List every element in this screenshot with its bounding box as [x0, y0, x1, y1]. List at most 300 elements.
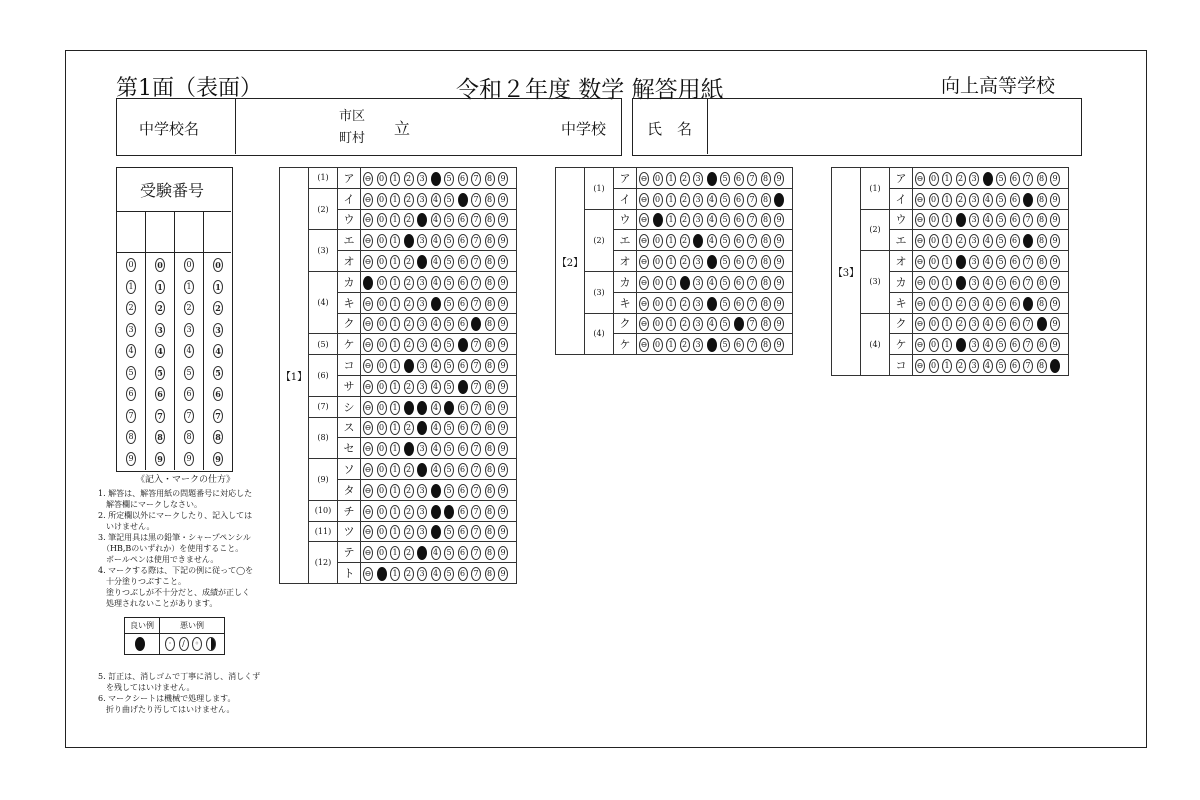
answer-bubble[interactable]: 1 — [390, 213, 400, 227]
exam-digit-bubble[interactable]: 2 — [213, 301, 223, 315]
answer-bubble[interactable]: 1 — [942, 338, 952, 352]
answer-bubble[interactable]: 9 — [498, 317, 508, 331]
answer-bubble[interactable]: 4 — [431, 338, 441, 352]
answer-bubble[interactable]: 2 — [404, 172, 414, 186]
answer-bubble[interactable]: 7 — [1023, 359, 1033, 373]
answer-bubble[interactable]: 4 — [983, 193, 993, 207]
answer-bubble[interactable]: 0 — [377, 442, 387, 456]
answer-bubble[interactable]: 4 — [983, 276, 993, 290]
answer-bubble[interactable]: 0 — [377, 401, 387, 415]
answer-bubble[interactable]: 3 — [969, 193, 979, 207]
answer-bubble[interactable]: 5 — [720, 297, 730, 311]
answer-bubble[interactable] — [431, 505, 441, 519]
answer-bubble[interactable]: 6 — [1010, 338, 1020, 352]
answer-bubble[interactable]: 4 — [707, 234, 717, 248]
answer-bubble[interactable]: 8 — [761, 172, 771, 186]
answer-bubble[interactable]: 4 — [431, 317, 441, 331]
answer-bubble[interactable]: ⊖ — [915, 193, 925, 207]
answer-bubble[interactable] — [653, 213, 663, 227]
answer-bubble[interactable]: 1 — [666, 276, 676, 290]
answer-bubble[interactable]: 0 — [377, 172, 387, 186]
exam-digit-bubble[interactable]: 0 — [126, 258, 136, 272]
answer-bubble[interactable]: 7 — [471, 567, 481, 581]
answer-bubble[interactable]: 9 — [498, 442, 508, 456]
answer-bubble[interactable]: 1 — [390, 442, 400, 456]
exam-digit-bubble[interactable]: 8 — [155, 430, 165, 444]
answer-bubble[interactable]: 9 — [498, 234, 508, 248]
answer-bubble[interactable]: 1 — [390, 380, 400, 394]
name-field[interactable] — [711, 101, 1079, 152]
answer-bubble[interactable]: 1 — [666, 193, 676, 207]
answer-bubble[interactable]: 0 — [929, 172, 939, 186]
answer-bubble[interactable] — [1023, 193, 1033, 207]
answer-bubble[interactable]: ⊖ — [363, 484, 373, 498]
answer-bubble[interactable]: 5 — [996, 338, 1006, 352]
answer-bubble[interactable]: 5 — [444, 297, 454, 311]
answer-bubble[interactable]: 1 — [942, 172, 952, 186]
answer-bubble[interactable]: 9 — [498, 213, 508, 227]
answer-bubble[interactable]: 5 — [444, 546, 454, 560]
answer-bubble[interactable]: 3 — [417, 484, 427, 498]
answer-bubble[interactable] — [1023, 297, 1033, 311]
answer-bubble[interactable]: 5 — [444, 359, 454, 373]
answer-bubble[interactable]: 9 — [1050, 255, 1060, 269]
answer-bubble[interactable]: 0 — [929, 234, 939, 248]
answer-bubble[interactable]: 1 — [390, 463, 400, 477]
answer-bubble[interactable] — [458, 193, 468, 207]
answer-bubble[interactable]: 2 — [956, 317, 966, 331]
answer-bubble[interactable]: 7 — [471, 255, 481, 269]
answer-bubble[interactable]: 7 — [747, 213, 757, 227]
answer-bubble[interactable]: 4 — [707, 276, 717, 290]
answer-bubble[interactable]: 1 — [942, 297, 952, 311]
answer-bubble[interactable]: 0 — [929, 317, 939, 331]
answer-bubble[interactable]: 6 — [458, 421, 468, 435]
answer-bubble[interactable]: 9 — [498, 463, 508, 477]
answer-bubble[interactable] — [680, 276, 690, 290]
answer-bubble[interactable]: 1 — [390, 297, 400, 311]
answer-bubble[interactable]: 0 — [377, 213, 387, 227]
answer-bubble[interactable]: 8 — [1037, 234, 1047, 248]
exam-digit-bubble[interactable]: 4 — [155, 344, 165, 358]
answer-bubble[interactable]: 1 — [390, 546, 400, 560]
answer-bubble[interactable]: 0 — [653, 234, 663, 248]
answer-bubble[interactable]: 2 — [680, 234, 690, 248]
answer-bubble[interactable]: 2 — [404, 338, 414, 352]
answer-bubble[interactable]: 4 — [431, 401, 441, 415]
answer-bubble[interactable] — [956, 213, 966, 227]
answer-bubble[interactable] — [431, 525, 441, 539]
answer-bubble[interactable]: 5 — [720, 193, 730, 207]
answer-bubble[interactable]: 8 — [1037, 276, 1047, 290]
answer-bubble[interactable] — [1023, 234, 1033, 248]
answer-bubble[interactable]: 7 — [1023, 213, 1033, 227]
answer-bubble[interactable]: 2 — [956, 297, 966, 311]
answer-bubble[interactable]: ⊖ — [915, 338, 925, 352]
answer-bubble[interactable]: 9 — [1050, 172, 1060, 186]
answer-bubble[interactable]: 3 — [693, 213, 703, 227]
answer-bubble[interactable]: 4 — [431, 380, 441, 394]
answer-bubble[interactable]: 1 — [390, 255, 400, 269]
answer-bubble[interactable]: 9 — [498, 505, 508, 519]
answer-bubble[interactable]: 2 — [956, 234, 966, 248]
answer-bubble[interactable]: 5 — [996, 297, 1006, 311]
answer-bubble[interactable]: ⊖ — [363, 317, 373, 331]
answer-bubble[interactable]: ⊖ — [639, 193, 649, 207]
answer-bubble[interactable]: 1 — [942, 255, 952, 269]
answer-bubble[interactable]: 2 — [404, 525, 414, 539]
answer-bubble[interactable]: ⊖ — [639, 297, 649, 311]
answer-bubble[interactable] — [417, 421, 427, 435]
answer-bubble[interactable]: 3 — [417, 505, 427, 519]
answer-bubble[interactable]: 6 — [458, 276, 468, 290]
answer-bubble[interactable]: 1 — [666, 172, 676, 186]
answer-bubble[interactable]: 0 — [929, 276, 939, 290]
answer-bubble[interactable]: 9 — [1050, 234, 1060, 248]
answer-bubble[interactable]: 1 — [942, 317, 952, 331]
answer-bubble[interactable]: 0 — [377, 421, 387, 435]
answer-bubble[interactable]: ⊖ — [639, 317, 649, 331]
answer-bubble[interactable]: 8 — [1037, 193, 1047, 207]
answer-bubble[interactable]: 4 — [983, 297, 993, 311]
answer-bubble[interactable]: ⊖ — [915, 276, 925, 290]
answer-bubble[interactable]: 8 — [761, 213, 771, 227]
answer-bubble[interactable]: 7 — [471, 338, 481, 352]
answer-bubble[interactable]: ⊖ — [363, 421, 373, 435]
exam-digit-bubble[interactable]: 3 — [213, 323, 223, 337]
answer-bubble[interactable]: 8 — [761, 317, 771, 331]
answer-bubble[interactable]: 8 — [485, 401, 495, 415]
answer-bubble[interactable]: 0 — [653, 276, 663, 290]
answer-bubble[interactable]: 9 — [774, 255, 784, 269]
answer-bubble[interactable]: 3 — [969, 172, 979, 186]
answer-bubble[interactable]: 3 — [417, 193, 427, 207]
answer-bubble[interactable]: 9 — [498, 421, 508, 435]
answer-bubble[interactable]: 6 — [734, 234, 744, 248]
answer-bubble[interactable]: 8 — [485, 380, 495, 394]
answer-bubble[interactable]: 4 — [431, 193, 441, 207]
answer-bubble[interactable]: 1 — [390, 505, 400, 519]
answer-bubble[interactable]: 8 — [485, 213, 495, 227]
answer-bubble[interactable]: 8 — [761, 276, 771, 290]
answer-bubble[interactable]: 8 — [1037, 297, 1047, 311]
answer-bubble[interactable]: 6 — [1010, 276, 1020, 290]
answer-bubble[interactable] — [417, 401, 427, 415]
answer-bubble[interactable]: 6 — [458, 359, 468, 373]
answer-bubble[interactable]: 9 — [774, 317, 784, 331]
answer-bubble[interactable]: ⊖ — [363, 338, 373, 352]
answer-bubble[interactable]: 3 — [417, 525, 427, 539]
answer-bubble[interactable]: 6 — [734, 297, 744, 311]
answer-bubble[interactable]: 5 — [444, 193, 454, 207]
answer-bubble[interactable]: 2 — [956, 359, 966, 373]
answer-bubble[interactable]: 5 — [720, 213, 730, 227]
answer-bubble[interactable]: 4 — [707, 193, 717, 207]
answer-bubble[interactable]: 8 — [761, 193, 771, 207]
answer-bubble[interactable]: 6 — [734, 213, 744, 227]
answer-bubble[interactable]: 7 — [471, 463, 481, 477]
answer-bubble[interactable]: 0 — [653, 255, 663, 269]
answer-bubble[interactable]: 4 — [431, 213, 441, 227]
answer-bubble[interactable]: 9 — [498, 338, 508, 352]
answer-bubble[interactable]: 0 — [377, 525, 387, 539]
answer-bubble[interactable]: 1 — [390, 338, 400, 352]
answer-bubble[interactable]: 3 — [417, 567, 427, 581]
answer-bubble[interactable]: 1 — [942, 276, 952, 290]
answer-bubble[interactable]: 1 — [390, 359, 400, 373]
answer-bubble[interactable] — [404, 401, 414, 415]
exam-digit-bubble[interactable]: 7 — [184, 409, 194, 423]
answer-bubble[interactable]: 4 — [983, 359, 993, 373]
answer-bubble[interactable]: 2 — [680, 338, 690, 352]
answer-bubble[interactable]: 3 — [693, 338, 703, 352]
answer-bubble[interactable]: 5 — [720, 234, 730, 248]
answer-bubble[interactable]: 8 — [1037, 172, 1047, 186]
answer-bubble[interactable]: 6 — [734, 276, 744, 290]
answer-bubble[interactable]: 5 — [444, 442, 454, 456]
answer-bubble[interactable]: 8 — [485, 193, 495, 207]
answer-bubble[interactable]: 9 — [498, 297, 508, 311]
answer-bubble[interactable]: 3 — [969, 317, 979, 331]
answer-bubble[interactable]: 7 — [471, 484, 481, 498]
exam-digit-bubble[interactable]: 5 — [213, 366, 223, 380]
answer-bubble[interactable]: ⊖ — [915, 234, 925, 248]
answer-bubble[interactable]: 5 — [720, 172, 730, 186]
answer-bubble[interactable]: 1 — [666, 213, 676, 227]
answer-bubble[interactable]: 3 — [969, 359, 979, 373]
answer-bubble[interactable]: 0 — [653, 317, 663, 331]
answer-bubble[interactable]: 4 — [707, 317, 717, 331]
answer-bubble[interactable]: 5 — [720, 317, 730, 331]
exam-digit-bubble[interactable]: 2 — [155, 301, 165, 315]
answer-bubble[interactable]: 3 — [693, 297, 703, 311]
answer-bubble[interactable]: 2 — [680, 213, 690, 227]
answer-bubble[interactable]: ⊖ — [363, 567, 373, 581]
answer-bubble[interactable]: 9 — [498, 255, 508, 269]
answer-bubble[interactable]: 9 — [1050, 317, 1060, 331]
answer-bubble[interactable]: 2 — [404, 276, 414, 290]
answer-bubble[interactable]: 0 — [377, 338, 387, 352]
answer-bubble[interactable]: 7 — [1023, 255, 1033, 269]
answer-bubble[interactable]: 8 — [761, 234, 771, 248]
answer-bubble[interactable]: 9 — [1050, 276, 1060, 290]
answer-bubble[interactable]: 1 — [390, 401, 400, 415]
answer-bubble[interactable]: 5 — [996, 317, 1006, 331]
answer-bubble[interactable]: 0 — [377, 546, 387, 560]
answer-bubble[interactable]: 0 — [929, 359, 939, 373]
answer-bubble[interactable] — [983, 172, 993, 186]
answer-bubble[interactable] — [458, 380, 468, 394]
answer-bubble[interactable]: 6 — [458, 172, 468, 186]
answer-bubble[interactable]: 3 — [969, 297, 979, 311]
answer-bubble[interactable]: 5 — [444, 255, 454, 269]
answer-bubble[interactable]: 4 — [431, 421, 441, 435]
answer-bubble[interactable]: 6 — [458, 546, 468, 560]
answer-bubble[interactable]: 2 — [404, 567, 414, 581]
answer-bubble[interactable]: 4 — [983, 213, 993, 227]
answer-bubble[interactable]: 7 — [747, 255, 757, 269]
answer-bubble[interactable]: 7 — [471, 193, 481, 207]
answer-bubble[interactable]: 1 — [666, 317, 676, 331]
answer-bubble[interactable]: 9 — [498, 484, 508, 498]
answer-bubble[interactable]: 0 — [653, 172, 663, 186]
answer-bubble[interactable]: ⊖ — [639, 213, 649, 227]
answer-bubble[interactable]: 6 — [734, 193, 744, 207]
answer-bubble[interactable]: 9 — [498, 525, 508, 539]
answer-bubble[interactable] — [458, 338, 468, 352]
answer-bubble[interactable]: 3 — [969, 338, 979, 352]
answer-bubble[interactable] — [734, 317, 744, 331]
answer-bubble[interactable] — [956, 338, 966, 352]
exam-digit-bubble[interactable]: 6 — [126, 387, 136, 401]
answer-bubble[interactable] — [417, 463, 427, 477]
answer-bubble[interactable]: 2 — [404, 505, 414, 519]
exam-digit-bubble[interactable]: 8 — [184, 430, 194, 444]
answer-bubble[interactable]: 3 — [417, 276, 427, 290]
answer-bubble[interactable]: 1 — [390, 484, 400, 498]
answer-bubble[interactable]: 6 — [1010, 172, 1020, 186]
answer-bubble[interactable]: 3 — [693, 255, 703, 269]
answer-bubble[interactable]: 0 — [653, 193, 663, 207]
exam-digit-bubble[interactable]: 7 — [126, 409, 136, 423]
answer-bubble[interactable]: 5 — [444, 234, 454, 248]
answer-bubble[interactable]: 8 — [485, 505, 495, 519]
answer-bubble[interactable]: 0 — [377, 297, 387, 311]
answer-bubble[interactable]: 8 — [485, 317, 495, 331]
answer-bubble[interactable]: 5 — [444, 421, 454, 435]
answer-bubble[interactable]: 7 — [471, 276, 481, 290]
answer-bubble[interactable] — [774, 193, 784, 207]
answer-bubble[interactable]: 4 — [983, 234, 993, 248]
answer-bubble[interactable]: 4 — [707, 213, 717, 227]
answer-bubble[interactable]: 9 — [498, 567, 508, 581]
answer-bubble[interactable]: 3 — [417, 359, 427, 373]
answer-bubble[interactable]: 1 — [390, 276, 400, 290]
answer-bubble[interactable]: 3 — [969, 234, 979, 248]
answer-bubble[interactable]: 7 — [1023, 317, 1033, 331]
answer-bubble[interactable]: 3 — [969, 276, 979, 290]
answer-bubble[interactable]: 6 — [458, 317, 468, 331]
answer-bubble[interactable]: ⊖ — [363, 525, 373, 539]
answer-bubble[interactable]: 5 — [720, 255, 730, 269]
answer-bubble[interactable]: 9 — [774, 297, 784, 311]
answer-bubble[interactable]: ⊖ — [363, 463, 373, 477]
exam-digit-bubble[interactable]: 3 — [126, 323, 136, 337]
answer-bubble[interactable]: 3 — [417, 317, 427, 331]
answer-bubble[interactable] — [444, 401, 454, 415]
answer-bubble[interactable]: 4 — [431, 567, 441, 581]
answer-bubble[interactable]: 8 — [761, 255, 771, 269]
answer-bubble[interactable]: 7 — [471, 401, 481, 415]
answer-bubble[interactable]: 2 — [680, 317, 690, 331]
answer-bubble[interactable]: 1 — [666, 255, 676, 269]
answer-bubble[interactable]: 9 — [498, 401, 508, 415]
answer-bubble[interactable]: ⊖ — [915, 359, 925, 373]
exam-digit-bubble[interactable]: 5 — [155, 366, 165, 380]
answer-bubble[interactable]: 7 — [747, 317, 757, 331]
answer-bubble[interactable]: 8 — [1037, 359, 1047, 373]
answer-bubble[interactable] — [404, 359, 414, 373]
answer-bubble[interactable]: 6 — [1010, 359, 1020, 373]
answer-bubble[interactable]: 7 — [747, 297, 757, 311]
answer-bubble[interactable]: 8 — [485, 338, 495, 352]
exam-digit-bubble[interactable]: 6 — [213, 387, 223, 401]
answer-bubble[interactable]: 0 — [929, 297, 939, 311]
answer-bubble[interactable]: 6 — [458, 505, 468, 519]
answer-bubble[interactable]: 8 — [485, 463, 495, 477]
exam-digit-bubble[interactable]: 9 — [155, 452, 165, 466]
answer-bubble[interactable]: 1 — [666, 297, 676, 311]
answer-bubble[interactable] — [444, 505, 454, 519]
answer-bubble[interactable]: 2 — [404, 380, 414, 394]
exam-digit-bubble[interactable]: 0 — [213, 258, 223, 272]
exam-digit-bubble[interactable]: 6 — [184, 387, 194, 401]
answer-bubble[interactable]: ⊖ — [363, 359, 373, 373]
answer-bubble[interactable]: 2 — [404, 317, 414, 331]
answer-bubble[interactable]: 8 — [1037, 213, 1047, 227]
answer-bubble[interactable]: 8 — [485, 525, 495, 539]
answer-bubble[interactable]: 5 — [444, 567, 454, 581]
answer-bubble[interactable]: 4 — [431, 234, 441, 248]
answer-bubble[interactable] — [431, 172, 441, 186]
answer-bubble[interactable] — [471, 317, 481, 331]
answer-bubble[interactable]: 5 — [996, 359, 1006, 373]
answer-bubble[interactable]: 0 — [377, 317, 387, 331]
answer-bubble[interactable] — [404, 442, 414, 456]
exam-digit-bubble[interactable]: 7 — [213, 409, 223, 423]
answer-bubble[interactable] — [707, 255, 717, 269]
answer-bubble[interactable]: 7 — [471, 380, 481, 394]
answer-bubble[interactable]: 4 — [983, 317, 993, 331]
answer-bubble[interactable] — [693, 234, 703, 248]
answer-bubble[interactable]: 7 — [747, 276, 757, 290]
answer-bubble[interactable]: 3 — [417, 234, 427, 248]
answer-bubble[interactable]: 4 — [431, 442, 441, 456]
answer-bubble[interactable]: 3 — [969, 213, 979, 227]
answer-bubble[interactable]: 6 — [458, 297, 468, 311]
exam-digit-bubble[interactable]: 9 — [126, 452, 136, 466]
answer-bubble[interactable]: 0 — [929, 193, 939, 207]
answer-bubble[interactable]: 2 — [956, 172, 966, 186]
answer-bubble[interactable]: 2 — [956, 193, 966, 207]
answer-bubble[interactable] — [431, 484, 441, 498]
answer-bubble[interactable]: ⊖ — [363, 213, 373, 227]
exam-digit-bubble[interactable]: 2 — [126, 301, 136, 315]
answer-bubble[interactable]: ⊖ — [639, 234, 649, 248]
answer-bubble[interactable]: 6 — [458, 567, 468, 581]
answer-bubble[interactable]: 9 — [1050, 213, 1060, 227]
answer-bubble[interactable]: 5 — [444, 172, 454, 186]
answer-bubble[interactable]: 6 — [734, 338, 744, 352]
answer-bubble[interactable]: 3 — [417, 172, 427, 186]
answer-bubble[interactable]: 1 — [666, 234, 676, 248]
answer-bubble[interactable]: 9 — [774, 234, 784, 248]
answer-bubble[interactable]: ⊖ — [363, 546, 373, 560]
answer-bubble[interactable]: 9 — [774, 213, 784, 227]
answer-bubble[interactable]: 8 — [761, 297, 771, 311]
exam-digit-bubble[interactable]: 1 — [126, 280, 136, 294]
answer-bubble[interactable]: 6 — [1010, 297, 1020, 311]
answer-bubble[interactable]: 8 — [485, 172, 495, 186]
answer-bubble[interactable] — [417, 255, 427, 269]
exam-digit-bubble[interactable]: 1 — [155, 280, 165, 294]
exam-digit-bubble[interactable]: 2 — [184, 301, 194, 315]
answer-bubble[interactable]: 6 — [458, 463, 468, 477]
exam-digit-bubble[interactable]: 1 — [213, 280, 223, 294]
answer-bubble[interactable]: 8 — [485, 255, 495, 269]
answer-bubble[interactable] — [431, 297, 441, 311]
answer-bubble[interactable]: 7 — [471, 442, 481, 456]
